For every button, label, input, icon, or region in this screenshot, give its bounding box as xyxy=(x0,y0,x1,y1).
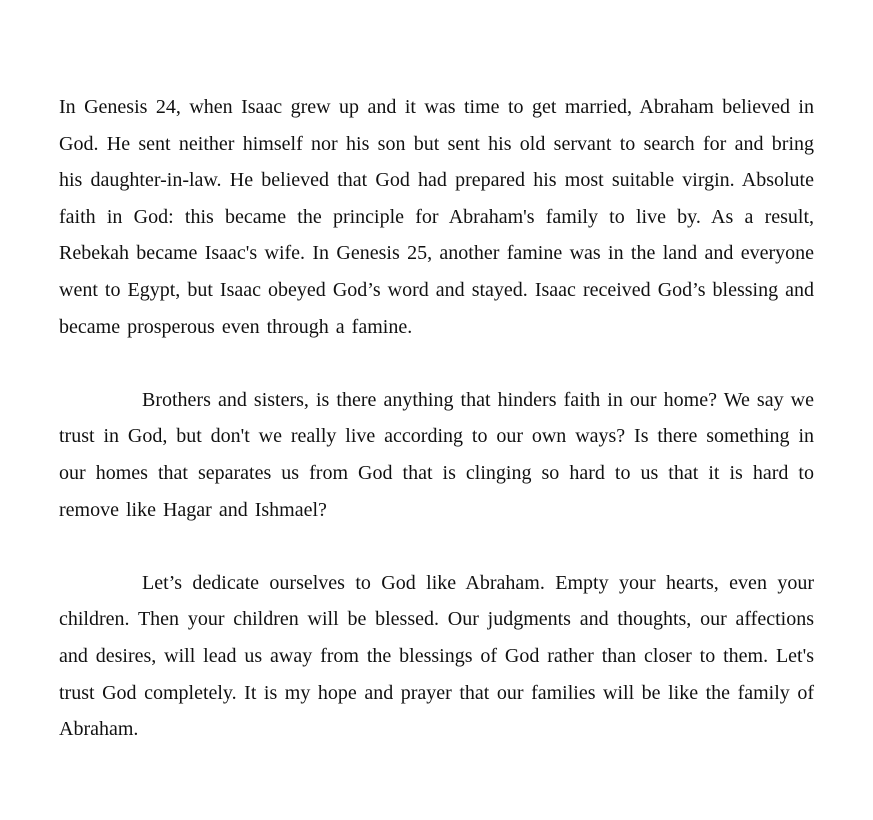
paragraph-faith-at-home: Brothers and sisters, is there anything that hinders faith in our home? We say we trust in God, but don't we really live according to our own ways? Is there something in our homes that separates us from God that is clinging so hard to us that it is hard to remove like Hagar and Ishmael? xyxy=(59,388,814,521)
paragraph-dedication: Let’s dedicate ourselves to God like Abraham. Empty your hearts, even your children. Then your children will be blessed. Our judgments and thoughts, our affections and desires, will lead us away from the blessings of God rather than closer to them. Let's trust God completely. It is my hope and prayer that our families will be like the family of Abraham. xyxy=(59,571,814,741)
document-body xyxy=(59,89,814,748)
paragraph-genesis: In Genesis 24, when Isaac grew up and it was time to get married, Abraham believed in God. He sent neither himself nor his son but sent his old servant to search for and bring his daughter-in-law. He believed that God had prepared his most suitable virgin. Absolute faith in God: this became the principle for Abraham's family to live by. As a result, Rebekah became Isaac's wife. In Genesis 25, another famine was in the land and everyone went to Egypt, but Isaac obeyed God’s word and stayed. Isaac received God’s blessing and became prosperous even through a famine. xyxy=(59,96,814,338)
